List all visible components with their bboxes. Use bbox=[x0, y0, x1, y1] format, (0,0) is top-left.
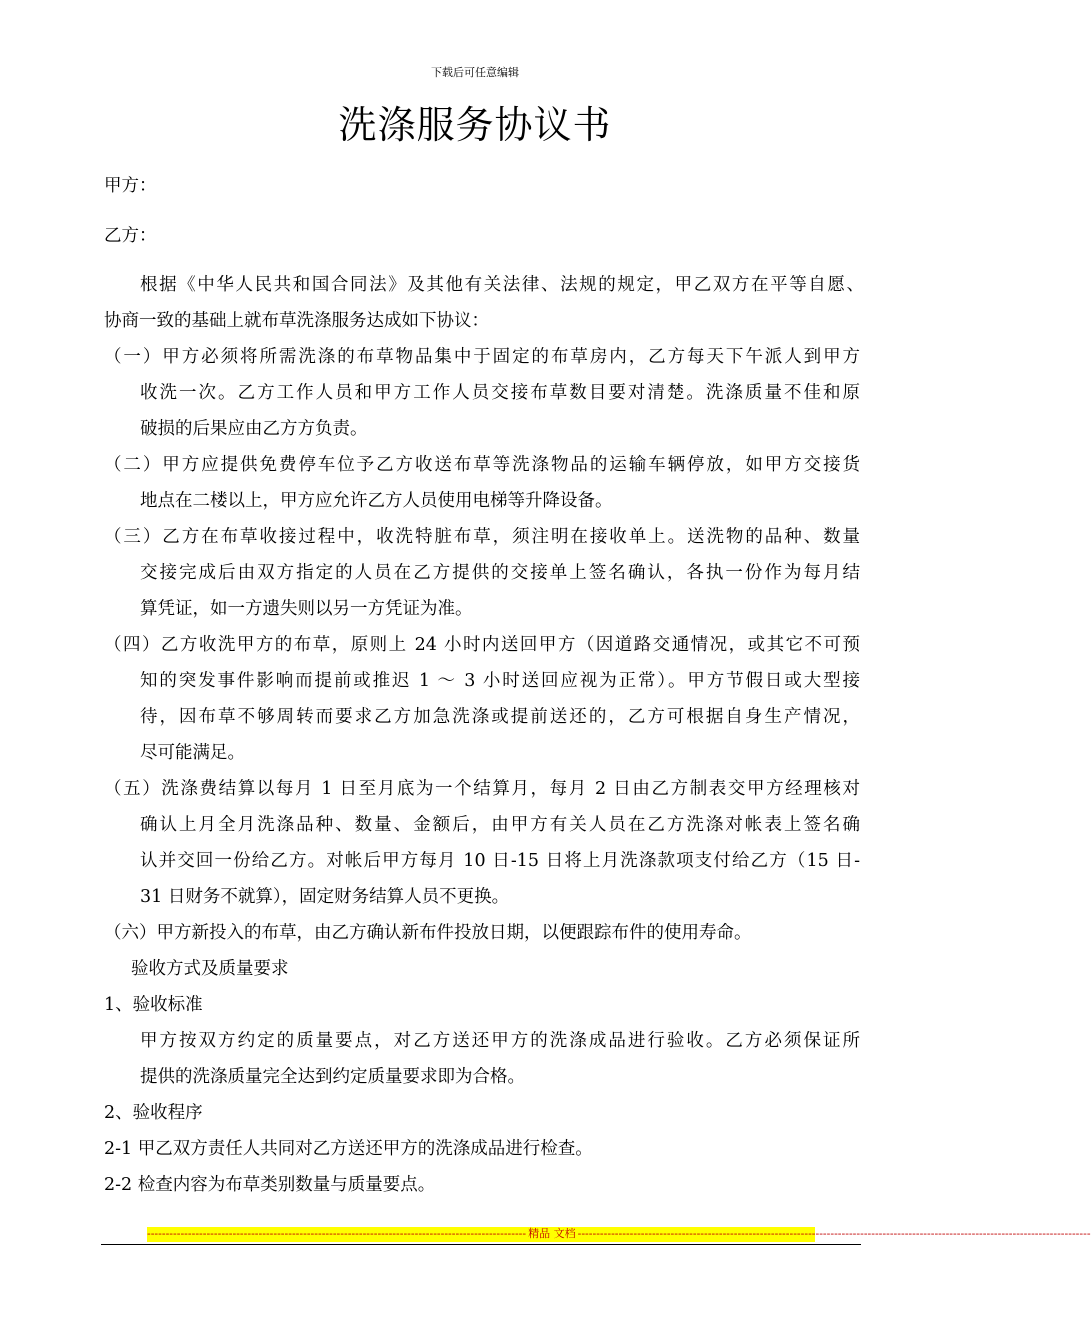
acceptance-procedure-item-2-2: 2-2 检查内容为布草类别数量与质量要点。 bbox=[104, 1175, 436, 1195]
clause-4-line-4: 尽可能满足。 bbox=[140, 743, 245, 763]
acceptance-heading: 验收方式及质量要求 bbox=[131, 959, 289, 979]
acceptance-standard-line-1: 甲方按双方约定的质量要点，对乙方送还甲方的洗涤成品进行验收。乙方必须保证所 bbox=[140, 1031, 860, 1051]
clause-4-line-2: 知的突发事件影响而提前或推迟 1 ～ 3 小时送回应视为正常）。甲方节假日或大型接 bbox=[140, 671, 860, 691]
clause-1-line-3: 破损的后果应由乙方方负责。 bbox=[140, 419, 368, 439]
clause-1-line-2: 收洗一次。乙方工作人员和甲方工作人员交接布草数目要对清楚。洗涤质量不佳和原 bbox=[140, 383, 860, 403]
clause-2-line-1: （二）甲方应提供免费停车位予乙方收送布草等洗涤物品的运输车辆停放，如甲方交接货 bbox=[104, 455, 860, 475]
footer-label: 精品 文档 bbox=[528, 1227, 576, 1240]
clause-6-line-1: （六）甲方新投入的布草，由乙方确认新布件投放日期，以便跟踪布件的使用寿命。 bbox=[104, 923, 752, 943]
clause-3-line-1: （三）乙方在布草收接过程中，收洗特脏布草，须注明在接收单上。送洗物的品种、数量 bbox=[104, 527, 860, 547]
intro-line-1: 根据《中华人民共和国合同法》及其他有关法律、法规的规定，甲乙双方在平等自愿、 bbox=[140, 275, 864, 295]
clause-3-line-2: 交接完成后由双方指定的人员在乙方提供的交接单上签名确认，各执一份作为每月结 bbox=[140, 563, 860, 583]
clause-5-line-3: 认并交回一份给乙方。对帐后甲方每月 10 日-15 日将上月洗涤款项支付给乙方（15 日- bbox=[140, 851, 860, 871]
clause-4-line-3: 待，因布草不够周转而要求乙方加急洗涤或提前送还的，乙方可根据自身生产情况， bbox=[140, 707, 860, 727]
footer-dashes-left: ------------------------------------------------------------------------------------------------------ bbox=[147, 1227, 527, 1240]
acceptance-standard-line-2: 提供的洗涤质量完全达到约定质量要求即为合格。 bbox=[140, 1067, 525, 1087]
header-note: 下载后可任意编辑 bbox=[431, 66, 519, 79]
clause-5-line-2: 确认上月全月洗涤品种、数量、金额后，由甲方有关人员在乙方洗涤对帐表上签名确 bbox=[140, 815, 860, 835]
footer-rule bbox=[101, 1244, 861, 1245]
footer-dashes-right: ------------------------------------------------------------------------------------------------------------------------------------------ bbox=[577, 1227, 1091, 1240]
acceptance-procedure-heading: 2、验收程序 bbox=[104, 1103, 203, 1123]
clause-2-line-2: 地点在二楼以上，甲方应允许乙方人员使用电梯等升降设备。 bbox=[140, 491, 613, 511]
clause-4-line-1: （四）乙方收洗甲方的布草，原则上 24 小时内送回甲方（因道路交通情况，或其它不可预 bbox=[104, 635, 860, 655]
clause-5-line-4: 31 日财务不就算），固定财务结算人员不更换。 bbox=[140, 887, 510, 907]
party-a-label: 甲方： bbox=[104, 176, 157, 196]
acceptance-standard-heading: 1、验收标准 bbox=[104, 995, 203, 1015]
footer-watermark bbox=[147, 1226, 1091, 1242]
clause-5-line-1: （五）洗涤费结算以每月 1 日至月底为一个结算月，每月 2 日由乙方制表交甲方经理核对 bbox=[104, 779, 860, 799]
clause-3-line-3: 算凭证，如一方遗失则以另一方凭证为准。 bbox=[140, 599, 473, 619]
party-b-label: 乙方： bbox=[104, 226, 157, 246]
clause-1-line-1: （一）甲方必须将所需洗涤的布草物品集中于固定的布草房内，乙方每天下午派人到甲方 bbox=[104, 347, 860, 367]
document-title: 洗涤服务协议书 bbox=[338, 103, 612, 147]
intro-line-2: 协商一致的基础上就布草洗涤服务达成如下协议： bbox=[104, 311, 489, 331]
acceptance-procedure-item-2-1: 2-1 甲乙双方责任人共同对乙方送还甲方的洗涤成品进行检查。 bbox=[104, 1139, 593, 1159]
